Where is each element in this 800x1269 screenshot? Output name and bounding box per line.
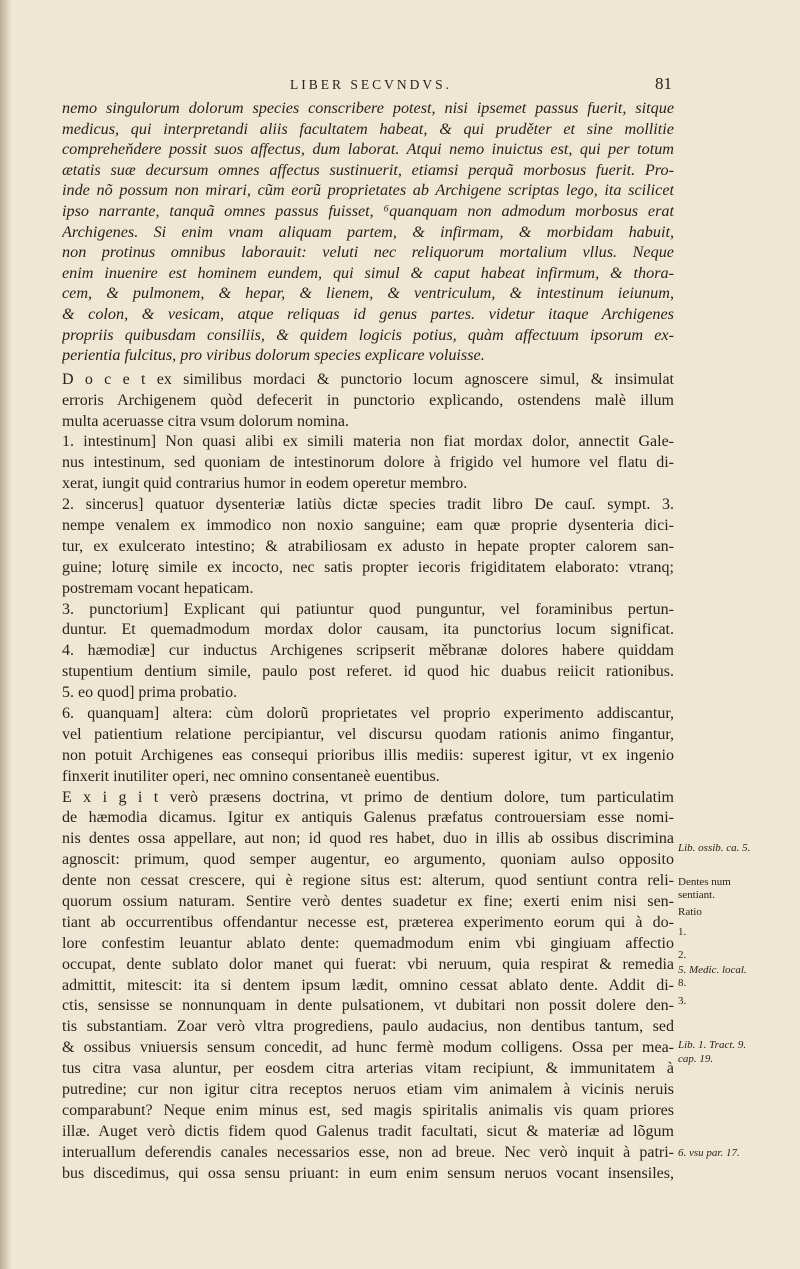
commentary-line: lore confestim leuantur ablato dente: quemadmodum enim vbi gingiuam affectio [62, 934, 674, 952]
commentary-line: 6. quanquam] altera: cùm dolorũ proprietates vel proprio experimento addiscantur, [62, 704, 674, 722]
passage-line: inde nõ possum non mirari, cũm eorũ proprietates ab Archigene scriptas lego, ita scilicet [62, 181, 674, 200]
passage-line: enim inuenire est hominem eundem, qui simul & caput habeat infirmum, & thora- [62, 263, 674, 282]
commentary-line: nus intestinum, sed quoniam de intestinorum dolore à frigido vel humore vel flatu di- [62, 454, 674, 472]
commentary-line: 5. eo quod] prima probatio. [62, 684, 238, 702]
commentary-line: tur, ex exulcerato intestino; & atrabiliosam ex adusto in hepate propter calorem san- [62, 537, 674, 555]
passage-line: cem, & pulmonem, & hepar, & lienem, & ventriculum, & intestinum ieiunum, [62, 284, 674, 303]
margin-note: 3. [678, 995, 687, 1007]
commentary-line: agnoscit: primum, quod semper augentur, eo argumento, quoniam aulso opposito [62, 851, 674, 869]
commentary-line: admittit, mitescit: ita si dentem ipsum lædit, omnino cessat ablato dente. Addit di- [62, 976, 674, 994]
commentary-line: nempe venalem ex immodico non noxio sanguine; eam quæ proprie dysenteria dici- [62, 516, 674, 534]
passage-line: propriis quibusdam consiliis, & quidem logicis potius, quàm affectuum ipsorum ex- [62, 325, 674, 344]
main-text-block [62, 98, 674, 1184]
page-number: 81 [655, 74, 672, 93]
commentary-line: ctis, sensisse se nonnunquam in dente pulsationem, vt dubitari non possit dolere den- [62, 997, 674, 1015]
commentary-line: tiant ab occurrentibus offendantur necesse est, præterea experimento eorum qui à do- [62, 913, 674, 931]
margin-note: 2. [678, 949, 687, 961]
margin-notes [678, 0, 796, 1269]
commentary-line: occupat, dente sublato dolor manet qui fuerat: vbi neruum, quia respirat & remedia [62, 955, 674, 973]
commentary-line: & ossibus vniuersis sensum concedit, ad hunc fermè modum colligens. Ossa per mea- [62, 1039, 674, 1057]
margin-note: Lib. 1. Tract. 9. [678, 1039, 747, 1051]
commentary-line: interuallum deferendis canales necessarios esse, non ad breue. Nec verò inquit à patri- [62, 1143, 674, 1161]
passage-line: perientia fulcitus, pro viribus dolorum species explicare voluisse. [62, 346, 485, 365]
margin-note: Lib. ossib. ca. 5. [678, 842, 751, 854]
margin-note: cap. 19. [678, 1053, 714, 1065]
commentary-line: D o c e t ex similibus mordaci & punctorio locum agnoscere simul, & insimulat [62, 370, 674, 388]
passage-line: ipso narrante, tanquã omnes passus fuisset, ⁶quanquam non admodum morbosus erat [62, 201, 674, 220]
commentary-line: multa aceruasse citra vsum dolorum nomina. [62, 412, 350, 430]
margin-note: Dentes num [678, 876, 731, 888]
commentary-line: vel patientium relatione percipiantur, vel discursu quodam rationis animo fingantur, [62, 725, 674, 743]
margin-note: 5. Medic. local. [678, 964, 747, 976]
passage-line: ætatis suæ decursum omnes affectus sustinuerit, etiamsi perquã morbosus fuerit. Pro- [62, 160, 674, 179]
margin-note: 8. [678, 977, 687, 989]
passage-line: non protinus omnibus laborauit: veluti nec reliquorum mortalium vllus. Neque [62, 243, 674, 262]
commentary-line: finxerit inutiliter operi, nec omnino consentaneè euentibus. [62, 767, 440, 785]
commentary [62, 370, 674, 1185]
commentary-line: non potuit Archigenes eas consequi prioribus illis mediis: superest igitur, vt ex ingenio [62, 746, 674, 764]
commentary-line: erroris Archigenem quòd defecerit in punctorio explicando, ostendens malè illum [62, 391, 674, 409]
commentary-line: tis substantiam. Zoar verò vltra progrediens, paulo audacius, non dentibus tantum, sed [62, 1018, 674, 1036]
passage-line: Archigenes. Si enim vnam aliquam partem, & infirmam, & morbidam habuit, [62, 222, 674, 241]
commentary-line: putredine; cur non igitur citra receptos neruos etiam vim animalem à vicinis neruis [62, 1081, 674, 1098]
commentary-line: 1. intestinum] Non quasi alibi ex simili materia non fiat mordax dolor, annectit Gale- [62, 433, 674, 451]
margin-note: Ratio [678, 906, 702, 918]
commentary-line: quorum ossium naturam. Sentire verò dentes suadetur ex fine; exerti enim nisi sen- [62, 892, 674, 910]
quoted-passage [62, 98, 674, 366]
commentary-line: comparabunt? Neque enim minus est, sed magis spiritalis animalis vis quam priores [62, 1101, 674, 1119]
running-title: LIBER SECVNDVS. [290, 77, 453, 92]
commentary-line: duntur. Et quemadmodum mordax dolor causam, ita punctorius locum significat. [62, 621, 674, 639]
commentary-line: dente non cessat crescere, qui è regione situs est: alterum, quod sentiunt contra reli- [62, 872, 674, 890]
commentary-line: 2. sincerus] quatuor dysenteriæ latiùs dictæ species tradit libro De cauſ. sympt. 3. [62, 496, 674, 514]
passage-line: compreheňdere possit suos affectus, dum laborat. Atqui nemo inuictus est, qui per totum [62, 140, 674, 159]
passage-line: nemo singulorum dolorum species conscribere potest, nisi ipsemet passus fuerit, sitque [62, 99, 674, 117]
commentary-line: postremam vocant hepaticam. [62, 579, 254, 597]
commentary-line: guine; loturę simile ex incocto, nec satis propter iecoris frigiditatem elaborato: vtranq; [62, 558, 674, 576]
commentary-line: bus discedimus, qui ossa sensu priuant: in eum enim sensum neruos vocant insensiles, [62, 1164, 674, 1182]
margin-note: 1. [678, 926, 687, 938]
commentary-line: nis dentes ossa appellare, aut non; id quod res habet, duo in illis ab ossibus discrimina [62, 830, 674, 848]
margin-note: sentiant. [678, 889, 715, 901]
passage-line: medicus, qui interpretandi aliis facultatem habeat, & qui pruděter et sine mollitie [62, 119, 674, 138]
commentary-line: stupentium dentium simile, paulo post referet. id quod hic duabus reiicit rationibus. [62, 663, 674, 681]
commentary-line: E x i g i t verò præsens doctrina, vt primo de dentium dolore, tum particulatim [62, 788, 674, 806]
commentary-line: illæ. Auget verò dictis fidem quod Galenus tradit facultati, sicut & materiæ ad lõgum [62, 1122, 674, 1140]
commentary-line: 3. punctorium] Explicant qui patiuntur quod punguntur, vel foraminibus pertun- [62, 600, 674, 618]
page-binding-edge [0, 0, 12, 1269]
commentary-line: de hæmodia dicamus. Igitur ex antiquis Galenus præfatus controuersiam esse nomi- [62, 809, 674, 827]
passage-line: & colon, & vesicam, atque reliquas id genus partes. videtur itaque Archigenes [62, 304, 674, 323]
commentary-line: xerat, iungit quid contrarius humor in eodem operetur membro. [62, 475, 468, 493]
margin-note: 6. vsu par. 17. [678, 1147, 740, 1159]
commentary-line: tus citra vasa aluntur, per eosdem citra arterias vitam recipiunt, & immunitatem à [62, 1060, 674, 1078]
commentary-line: 4. hæmodiæ] cur inductus Archigenes scripserit měbranæ dolores habere quiddam [62, 642, 674, 660]
